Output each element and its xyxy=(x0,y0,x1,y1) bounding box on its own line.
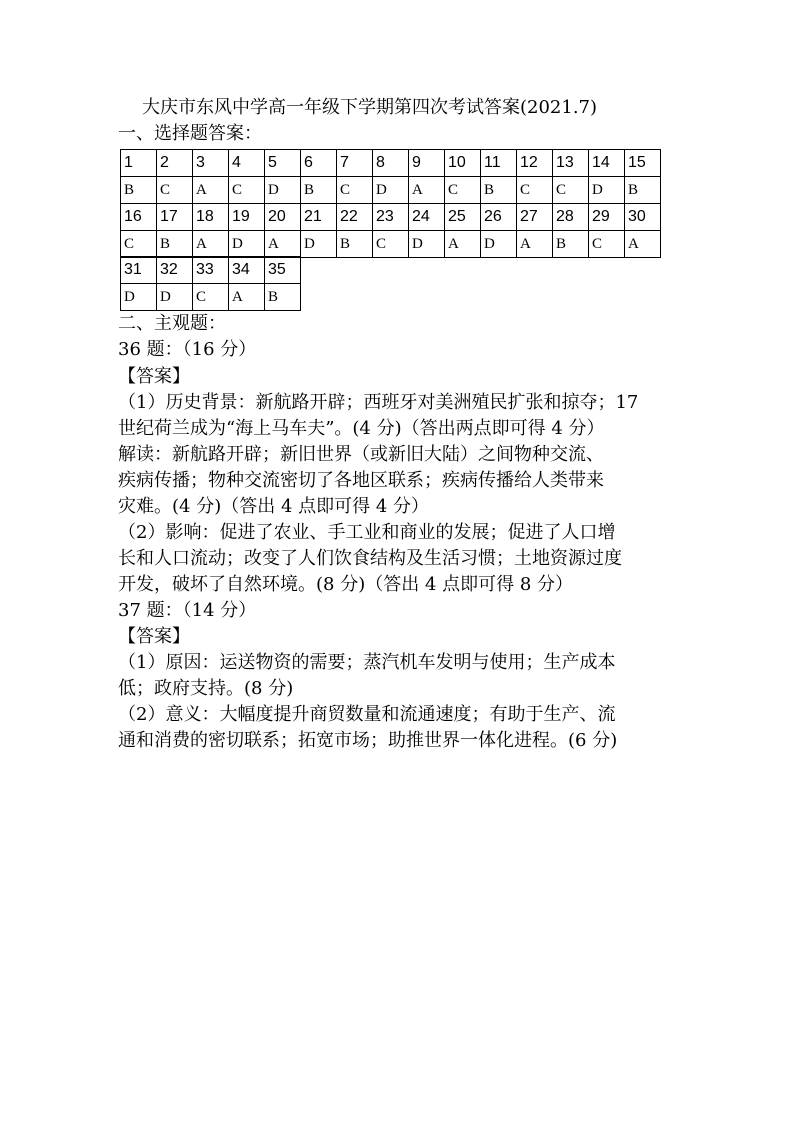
question-number-cell: 24 xyxy=(409,204,445,231)
question-number-cell: 26 xyxy=(481,204,517,231)
answer-letter-cell: D xyxy=(373,177,409,204)
question-number-cell: 2 xyxy=(157,150,193,177)
question-number-cell: 19 xyxy=(229,204,265,231)
answer-text-line: （1）原因：运送物资的需要；蒸汽机车发明与使用；生产成本 xyxy=(118,652,616,673)
question-number-cell: 29 xyxy=(589,204,625,231)
answer-letter-cell: C xyxy=(517,177,553,204)
answer-table-1 xyxy=(120,149,661,204)
question-number-cell: 9 xyxy=(409,150,445,177)
answer-text-line: 低；政府支持。(8 分) xyxy=(118,678,294,699)
answer-letter-cell: C xyxy=(445,177,481,204)
q37-heading: 37 题：（14 分） xyxy=(118,600,257,621)
question-number-cell: 8 xyxy=(373,150,409,177)
question-number-cell: 28 xyxy=(553,204,589,231)
question-number-cell: 35 xyxy=(265,257,301,284)
document-title: 大庆市东风中学高一年级下学期第四次考试答案(2021.7) xyxy=(142,97,598,118)
answer-letter-cell: A xyxy=(409,177,445,204)
answer-letter-cell: A xyxy=(625,231,661,258)
question-number-row xyxy=(121,257,301,284)
question-number-cell: 11 xyxy=(481,150,517,177)
answer-letter-cell: C xyxy=(193,284,229,311)
answer-letter-cell: C xyxy=(337,177,373,204)
section-heading-subjective: 二、主观题： xyxy=(118,313,226,334)
answer-label: 【答案】 xyxy=(118,366,190,387)
answer-letter-cell: C xyxy=(157,177,193,204)
answer-text-line: 解读：新航路开辟；新旧世界（或新旧大陆）之间物种交流、 xyxy=(118,444,604,465)
question-number-cell: 18 xyxy=(193,204,229,231)
answer-letter-cell: D xyxy=(481,231,517,258)
q36-heading: 36 题：（16 分） xyxy=(118,339,257,360)
answer-text-line: 开发，破坏了自然环境。(8 分)（答出 4 点即可得 8 分） xyxy=(118,574,574,595)
question-number-cell: 3 xyxy=(193,150,229,177)
question-number-cell: 34 xyxy=(229,257,265,284)
answer-label: 【答案】 xyxy=(118,626,190,647)
answer-letter-cell: D xyxy=(409,231,445,258)
answer-text-line: （1）历史背景：新航路开辟；西班牙对美洲殖民扩张和掠夺；17 xyxy=(118,392,639,413)
answer-row xyxy=(121,284,301,311)
answer-letter-cell: B xyxy=(301,177,337,204)
question-number-cell: 6 xyxy=(301,150,337,177)
answer-text-line: 灾难。(4 分)（答出 4 点即可得 4 分） xyxy=(118,496,430,517)
question-number-cell: 17 xyxy=(157,204,193,231)
answer-letter-cell: C xyxy=(553,177,589,204)
answer-text-line: （2）意义：大幅度提升商贸数量和流通速度；有助于生产、流 xyxy=(118,704,616,725)
answer-letter-cell: B xyxy=(157,231,193,258)
answer-letter-cell: D xyxy=(229,231,265,258)
question-number-row xyxy=(121,204,661,231)
answer-letter-cell: A xyxy=(229,284,265,311)
question-number-cell: 30 xyxy=(625,204,661,231)
question-number-cell: 27 xyxy=(517,204,553,231)
question-number-cell: 20 xyxy=(265,204,301,231)
question-number-cell: 13 xyxy=(553,150,589,177)
question-number-cell: 21 xyxy=(301,204,337,231)
answer-letter-cell: D xyxy=(301,231,337,258)
question-number-row xyxy=(121,150,661,177)
answer-row xyxy=(121,231,661,258)
question-number-cell: 15 xyxy=(625,150,661,177)
question-number-cell: 33 xyxy=(193,257,229,284)
answer-letter-cell: A xyxy=(193,231,229,258)
answer-letter-cell: C xyxy=(589,231,625,258)
question-number-cell: 16 xyxy=(121,204,157,231)
answer-letter-cell: D xyxy=(265,177,301,204)
answer-text-line: 长和人口流动；改变了人们饮食结构及生活习惯；土地资源过度 xyxy=(118,548,622,569)
question-number-cell: 14 xyxy=(589,150,625,177)
answer-text-line: （2）影响：促进了农业、手工业和商业的发展；促进了人口增 xyxy=(118,522,616,543)
answer-text-line: 疾病传播；物种交流密切了各地区联系；疾病传播给人类带来 xyxy=(118,470,604,491)
answer-letter-cell: C xyxy=(229,177,265,204)
answer-letter-cell: D xyxy=(121,284,157,311)
answer-letter-cell: D xyxy=(589,177,625,204)
answer-letter-cell: C xyxy=(121,231,157,258)
question-number-cell: 32 xyxy=(157,257,193,284)
answer-table-2 xyxy=(120,203,661,258)
section-heading-choice: 一、选择题答案： xyxy=(118,123,262,144)
answer-letter-cell: C xyxy=(373,231,409,258)
question-number-cell: 31 xyxy=(121,257,157,284)
answer-letter-cell: A xyxy=(193,177,229,204)
answer-text-line: 通和消费的密切联系；拓宽市场；助推世界一体化进程。(6 分) xyxy=(118,730,618,751)
answer-text-line: 世纪荷兰成为“海上马车夫”。(4 分)（答出两点即可得 4 分） xyxy=(118,418,605,439)
answer-letter-cell: A xyxy=(517,231,553,258)
question-number-cell: 5 xyxy=(265,150,301,177)
answer-letter-cell: B xyxy=(553,231,589,258)
question-number-cell: 7 xyxy=(337,150,373,177)
question-number-cell: 1 xyxy=(121,150,157,177)
question-number-cell: 10 xyxy=(445,150,481,177)
question-number-cell: 12 xyxy=(517,150,553,177)
question-number-cell: 22 xyxy=(337,204,373,231)
question-number-cell: 23 xyxy=(373,204,409,231)
answer-row xyxy=(121,177,661,204)
answer-letter-cell: A xyxy=(265,231,301,258)
answer-letter-cell: B xyxy=(121,177,157,204)
question-number-cell: 4 xyxy=(229,150,265,177)
answer-letter-cell: B xyxy=(625,177,661,204)
answer-letter-cell: D xyxy=(157,284,193,311)
answer-letter-cell: B xyxy=(265,284,301,311)
answer-table-3 xyxy=(120,256,301,311)
answer-letter-cell: B xyxy=(337,231,373,258)
answer-letter-cell: B xyxy=(481,177,517,204)
question-number-cell: 25 xyxy=(445,204,481,231)
answer-letter-cell: A xyxy=(445,231,481,258)
